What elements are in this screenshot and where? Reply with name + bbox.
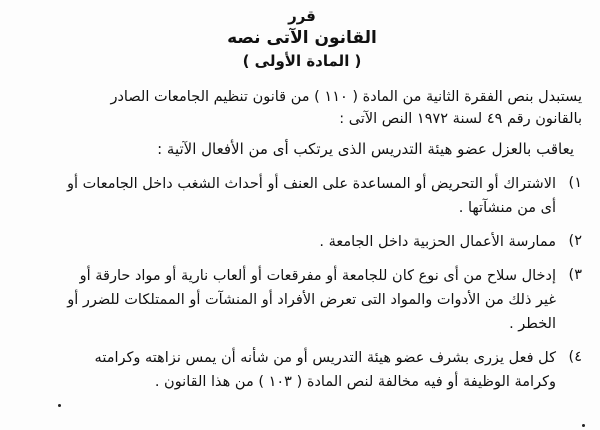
list-item-text: ممارسة الأعمال الحزبية داخل الجامعة .: [319, 234, 556, 250]
scan-speck: [58, 404, 61, 407]
document-headings: [62, 6, 582, 72]
list-item-number: ٤): [568, 349, 582, 365]
decision-heading: قرر: [288, 7, 316, 25]
intro-paragraph: يستبدل بنص الفقرة الثانية من المادة ( ١١٠ ) من قانون تنظيم الجامعات الصادر بالقانون رقم ٤٩ لسنة ١٩٧٢ النص الآتى :: [110, 89, 582, 127]
list-item-text: كل فعل يزرى بشرف عضو هيئة التدريس أو من شأنه أن يمس نزاهته وكرامته وكرامة الوظيفة أو فيه مخالفة لنص المادة ( ١٠٣ ) من هذا القانون .: [94, 350, 556, 390]
list-item: [62, 264, 582, 336]
list-item-text: إدخال سلاح من أى نوع كان للجامعة أو مفرقعات أو ألعاب نارية أو مواد حارقة أو غير ذلك من الأدوات والمواد التى تعرض الأفراد أو المنشآت أو الممتلكات للضرر أو الخطر .: [67, 268, 556, 332]
article-heading: ( المادة الأولى ): [242, 52, 362, 70]
decree-document: [62, 6, 582, 394]
law-title: القانون الآتى نصه: [227, 28, 377, 48]
scan-speck: [582, 424, 585, 427]
list-item-number: ٣): [568, 267, 582, 283]
list-item: [62, 230, 582, 254]
list-item: [62, 346, 582, 394]
list-item-number: ٢): [568, 233, 582, 249]
penalty-lead-text: يعاقب بالعزل عضو هيئة التدريس الذى يرتكب أى من الأفعال الآتية :: [157, 140, 574, 158]
list-item-number: ١): [568, 175, 582, 191]
list-item: [62, 172, 582, 220]
list-item-text: الاشتراك أو التحريض أو المساعدة على العنف أو أحداث الشغب داخل الجامعات أو أى من منشآتها .: [66, 176, 556, 216]
